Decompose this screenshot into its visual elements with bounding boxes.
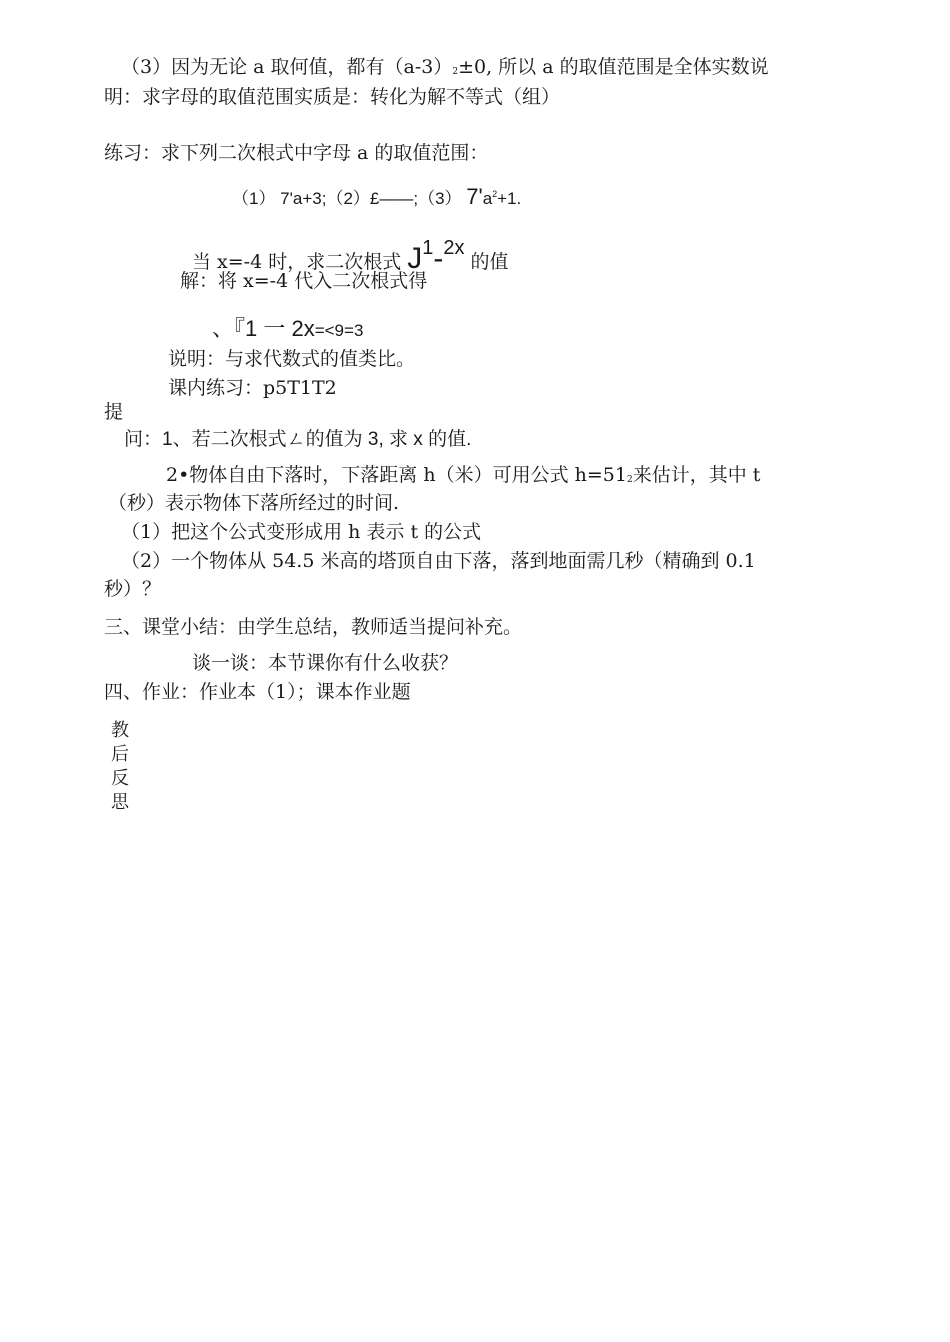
practice-item3-var: a [482, 189, 493, 208]
practice-item3-tail: +1. [497, 189, 522, 208]
ask-q1-radical-icon: ㄥ [286, 429, 306, 450]
ask-question2-part2: （2）一个物体从 54.5 米高的塔顶自由下落，落到地面需几秒（精确到 0.1 [121, 550, 756, 572]
para3-line1-text-end: ±0, 所以 a 的取值范围是全体实数说 [458, 56, 769, 78]
ask-q2-sub: 2 [626, 475, 633, 485]
reflection-char: 后 [111, 744, 129, 765]
example-radical: J [407, 242, 423, 275]
para3-line1-text: （3）因为无论 a 取何值，都有（a-3） [121, 56, 453, 78]
ask-question2-line2: （秒）表示物体下落所经过的时间. [108, 492, 400, 514]
example-solution: 解：将 x=-4 代入二次根式得 [180, 270, 428, 292]
practice-item3-radical: 7' [466, 184, 483, 209]
example-dash: - [433, 242, 444, 275]
class-practice: 课内练习：p5T1T2 [168, 377, 337, 399]
ask-wen: 问： [124, 428, 163, 450]
summary-heading: 三、课堂小结：由学生总结，教师适当提问补充。 [104, 616, 523, 638]
ask-q1-tail: 的值为 3, 求 x 的值. [305, 429, 472, 450]
ask-ti: 提 [104, 401, 124, 423]
example-question-text: 当 x=-4 时，求二次根式 [192, 251, 408, 273]
ask-question2-part1: （1）把这个公式变形成用 h 表示 t 的公式 [121, 521, 482, 543]
ask-question2-part2-end: 秒）？ [104, 578, 162, 600]
ask-question1 [124, 430, 471, 449]
example-calc-main: 、『1 一 2x [212, 316, 315, 341]
ask-q2-tail: 来估计，其中 t [632, 464, 761, 486]
homework: 四、作业：作业本（1）；课本作业题 [104, 681, 411, 703]
example-calculation [212, 318, 363, 340]
para3-line2: 明：求字母的取值范围实质是：转化为解不等式（组） [104, 86, 561, 108]
ask-q2-text: 2•物体自由下落时，下落距离 h（米）可用公式 h=51 [166, 464, 627, 486]
reflection-char: 教 [111, 720, 129, 741]
summary-talk: 谈一谈：本节课你有什么收获？ [192, 652, 459, 674]
practice-heading: 练习：求下列二次根式中字母 a 的取值范围： [104, 142, 489, 164]
para3-line1 [121, 58, 769, 77]
reflection-char: 思 [111, 792, 129, 813]
reflection-char: 反 [111, 768, 129, 789]
example-exp1: 1 [422, 237, 434, 259]
ask-question2-line1 [166, 466, 760, 485]
example-note: 说明：与求代数式的值类比。 [168, 348, 416, 370]
example-exp2: 2x [443, 237, 465, 259]
example-question-tail: 的值 [464, 251, 509, 273]
ask-q1-text: 1、若二次根式 [162, 429, 287, 450]
practice-items-text: （1） 7'a+3;（2）£——;（3） [232, 189, 467, 208]
para3-superscript: 2 [452, 67, 459, 77]
practice-items [232, 186, 521, 208]
practice-item3-exp: 2 [492, 189, 498, 199]
example-calc-result: =<9=3 [314, 321, 364, 340]
